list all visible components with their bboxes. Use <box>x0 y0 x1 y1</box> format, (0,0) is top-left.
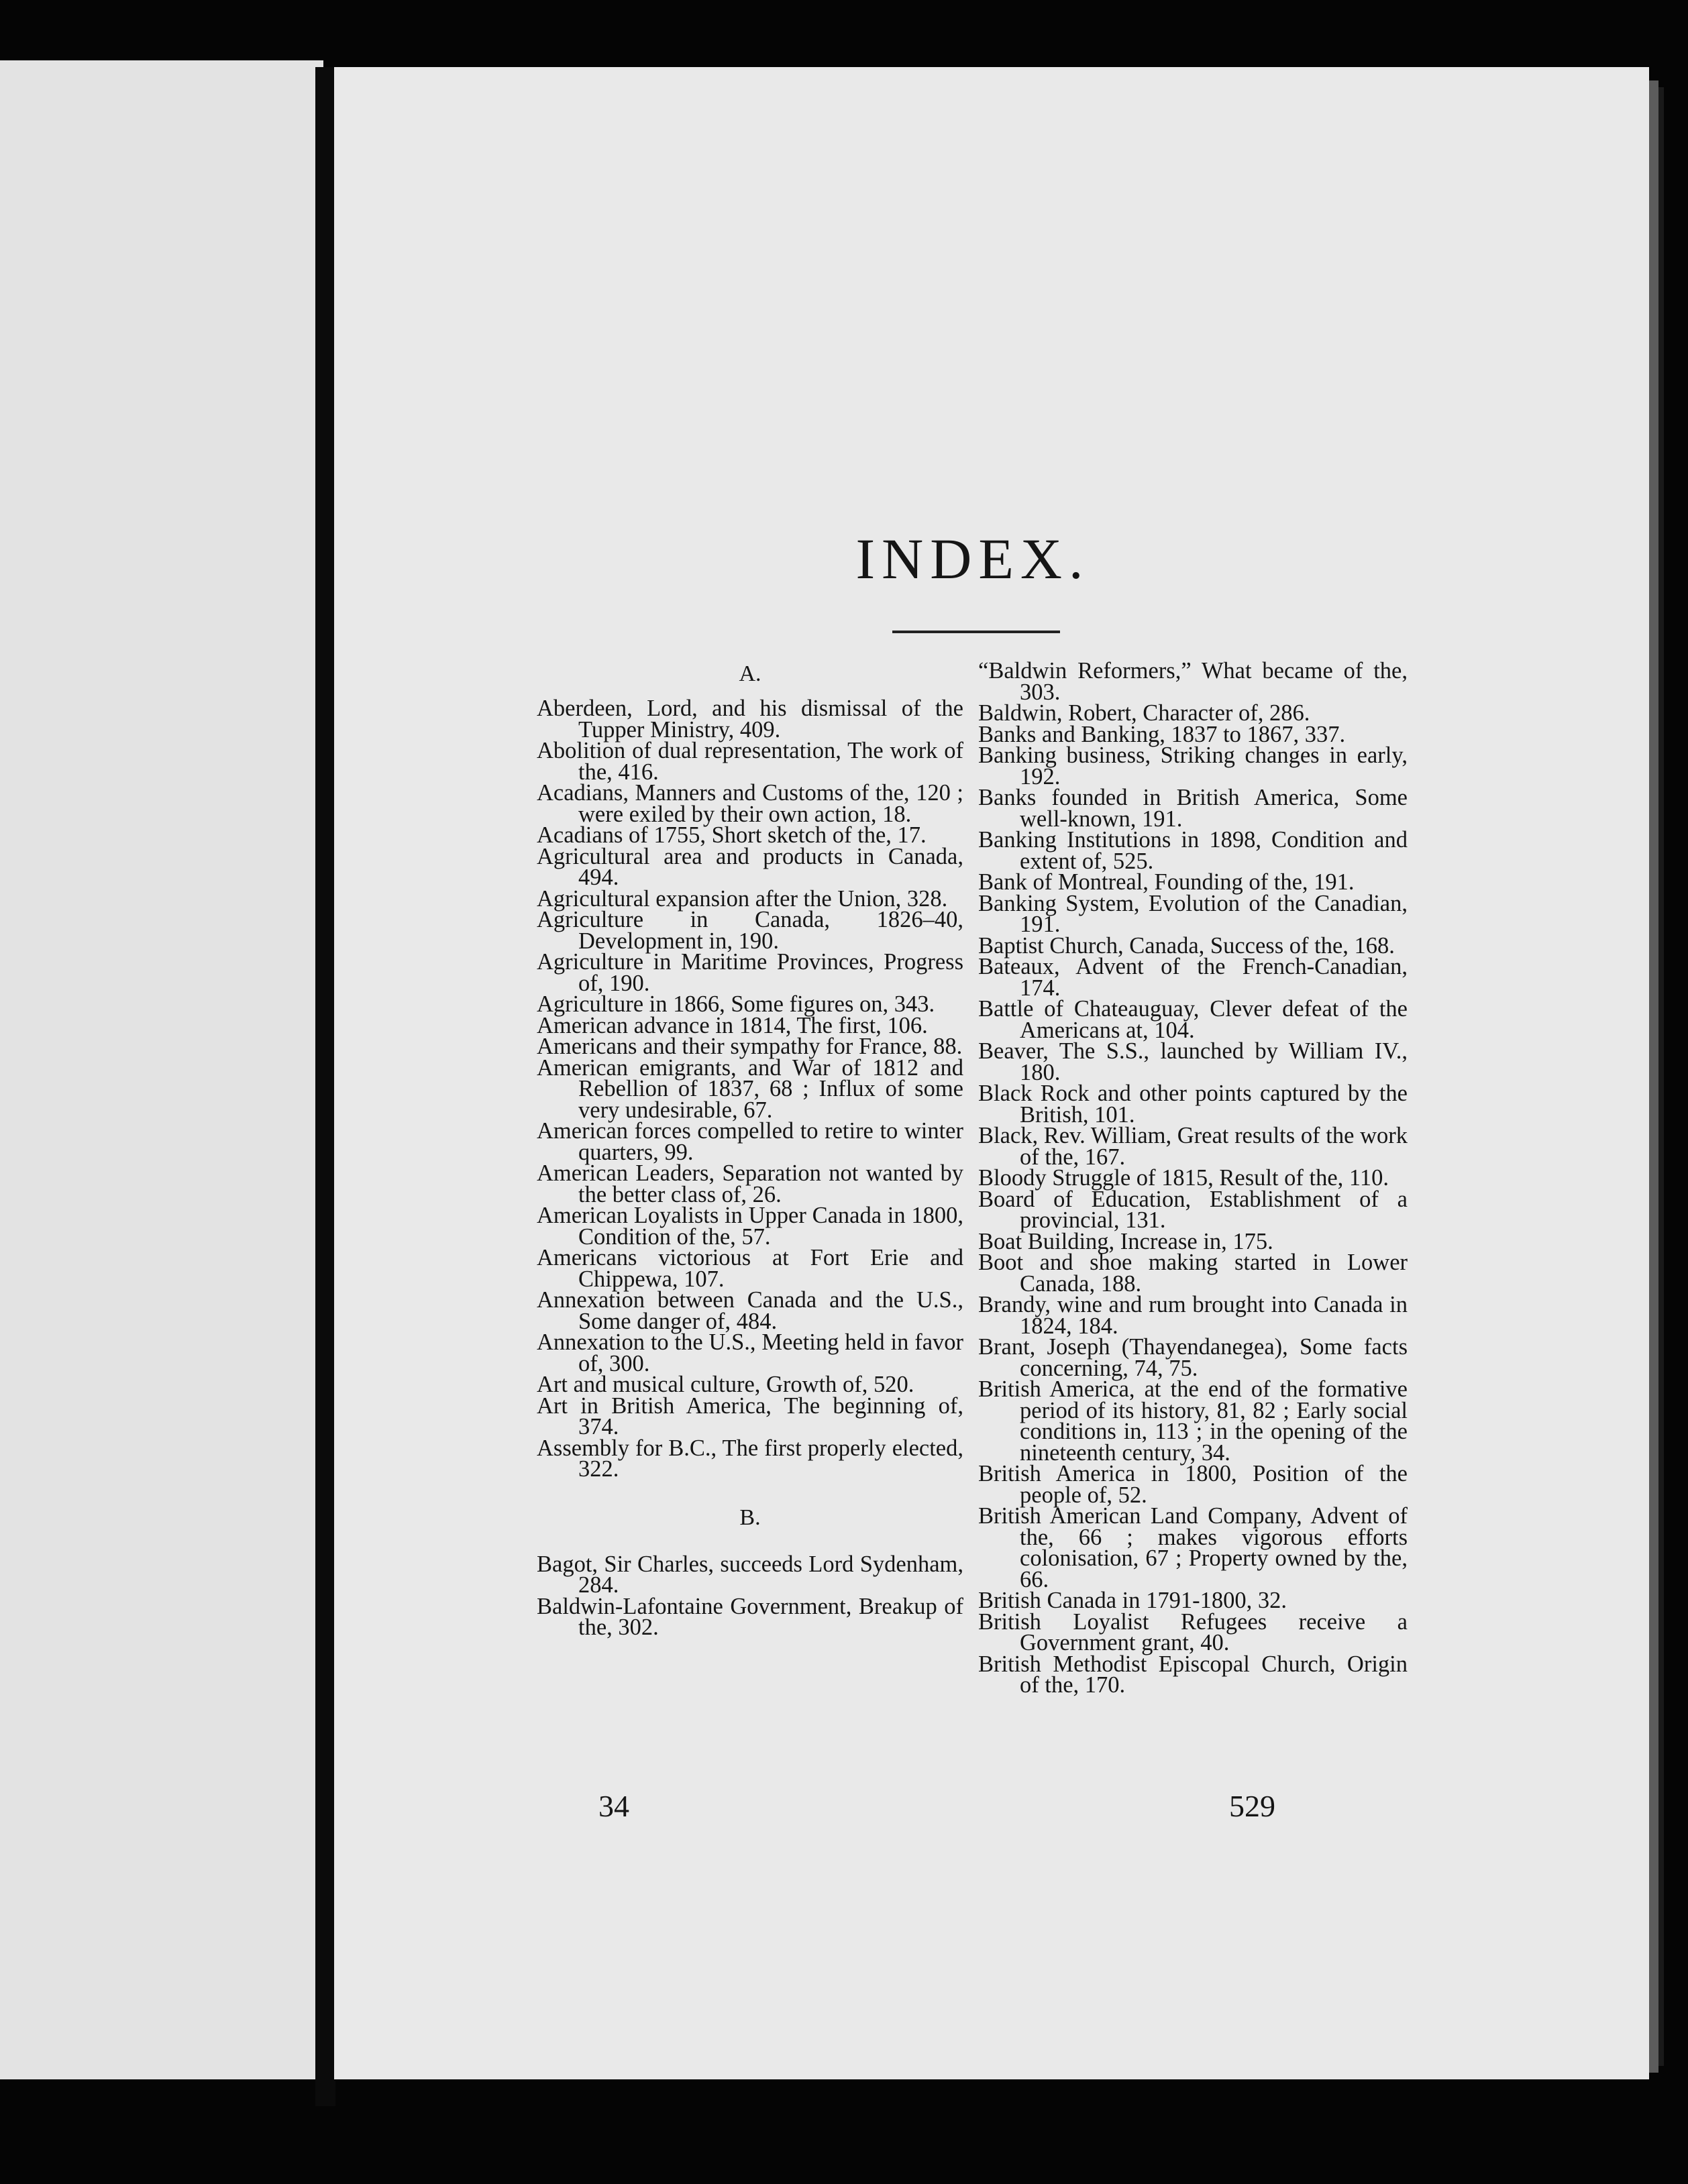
index-entry: British American Land Company, Advent of the, 66 ; makes vigorous efforts colonisation, 67 ; Property owned by the, 66. <box>978 1503 1408 1592</box>
index-entry: Americans victorious at Fort Erie and Chippewa, 107. <box>537 1245 963 1292</box>
page-edge <box>1649 80 1658 2073</box>
index-entry: Baldwin-Lafontaine Government, Breakup of the, 302. <box>537 1593 963 1640</box>
index-entry: Boot and shoe making started in Lower Canada, 188. <box>978 1250 1408 1297</box>
section-letter-b: B. <box>739 1505 761 1530</box>
signature-mark: 34 <box>598 1789 629 1823</box>
index-entry: Art in British America, The beginning of, 374. <box>537 1393 963 1439</box>
index-entry: Aberdeen, Lord, and his dismissal of the Tupper Ministry, 409. <box>537 696 963 743</box>
index-entry: Banking System, Evolution of the Canadian, 191. <box>978 890 1408 937</box>
index-entry: Black Rock and other points captured by the British, 101. <box>978 1081 1408 1128</box>
index-entry: Beaver, The S.S., launched by William IV., 180. <box>978 1038 1408 1085</box>
index-entry: Bank of Montreal, Founding of the, 191. <box>978 869 1355 895</box>
index-entry: British Loyalist Refugees receive a Government grant, 40. <box>978 1608 1408 1655</box>
index-entry: Banks founded in British America, Some well-known, 191. <box>978 785 1408 832</box>
title-rule <box>892 631 1060 633</box>
index-entry: British Canada in 1791-1800, 32. <box>978 1588 1287 1613</box>
index-entry: Bagot, Sir Charles, succeeds Lord Sydenham, 284. <box>537 1551 963 1598</box>
page-edge-shadow <box>1658 87 1664 2066</box>
index-entry: American Loyalists in Upper Canada in 1800, Condition of the, 57. <box>537 1203 963 1250</box>
index-entry: Brant, Joseph (Thayendanegea), Some facts concerning, 74, 75. <box>978 1334 1408 1381</box>
index-column-left <box>537 661 963 1639</box>
index-entry: Americans and their sympathy for France, 88. <box>537 1034 963 1059</box>
index-entry: Agricultural area and products in Canada, 494. <box>537 843 963 890</box>
index-entry: “Baldwin Reformers,” What became of the, 303. <box>978 658 1408 705</box>
index-column-right <box>978 658 1408 1698</box>
index-entry: Banking Institutions in 1898, Condition and extent of, 525. <box>978 827 1408 874</box>
index-entry: Bateaux, Advent of the French-Canadian, 174. <box>978 954 1408 1001</box>
index-entry: Boat Building, Increase in, 175. <box>978 1228 1273 1254</box>
facing-page <box>0 60 323 2079</box>
index-entry: Annexation between Canada and the U.S., Some danger of, 484. <box>537 1287 963 1334</box>
index-entry: Board of Education, Establishment of a provincial, 131. <box>978 1186 1408 1233</box>
index-entry: British Methodist Episcopal Church, Origin of the, 170. <box>978 1651 1408 1698</box>
index-entry: Black, Rev. William, Great results of the work of the, 167. <box>978 1123 1408 1170</box>
index-entry: American Leaders, Separation not wanted by the better class of, 26. <box>537 1160 963 1207</box>
index-entry: Agriculture in Canada, 1826–40, Development in, 190. <box>537 907 963 954</box>
index-entry: American advance in 1814, The first, 106. <box>537 1012 928 1038</box>
index-entry: Abolition of dual representation, The work of the, 416. <box>537 738 963 785</box>
index-entry: American forces compelled to retire to winter quarters, 99. <box>537 1118 963 1165</box>
page-number: 529 <box>1229 1789 1275 1823</box>
book-gutter <box>315 67 335 2106</box>
index-entry: Agriculture in 1866, Some figures on, 343. <box>537 991 935 1017</box>
index-entry: American emigrants, and War of 1812 and Rebellion of 1837, 68 ; Influx of some very undesirable, 67. <box>537 1054 963 1123</box>
index-entry: British America in 1800, Position of the people of, 52. <box>978 1461 1408 1508</box>
index-entry: Annexation to the U.S., Meeting held in favor of, 300. <box>537 1329 963 1376</box>
index-entry: Bloody Struggle of 1815, Result of the, 110. <box>978 1165 1389 1191</box>
index-entry: Battle of Chateauguay, Clever defeat of the Americans at, 104. <box>978 996 1408 1043</box>
index-entry: Agricultural expansion after the Union, 328. <box>537 885 948 912</box>
index-entry: Brandy, wine and rum brought into Canada in 1824, 184. <box>978 1292 1408 1339</box>
index-entry: British America, at the end of the formative period of its history, 81, 82 ; Early social conditions in, 113 ; in the opening of the nineteenth century, 34. <box>978 1376 1408 1466</box>
index-entry: Assembly for B.C., The first properly elected, 322. <box>537 1435 963 1482</box>
index-entry: Baptist Church, Canada, Success of the, 168. <box>978 932 1395 959</box>
index-entry: Acadians, Manners and Customs of the, 120 ; were exiled by their own action, 18. <box>537 780 963 827</box>
index-entry: Baldwin, Robert, Character of, 286. <box>978 700 1310 726</box>
page-title: INDEX. <box>855 527 1090 591</box>
index-entry: Acadians of 1755, Short sketch of the, 17. <box>537 822 927 848</box>
index-entry: Agriculture in Maritime Provinces, Progress of, 190. <box>537 949 963 996</box>
index-entry: Banking business, Striking changes in early, 192. <box>978 743 1408 789</box>
section-letter-a: A. <box>739 661 761 686</box>
index-entry: Banks and Banking, 1837 to 1867, 337. <box>978 721 1346 747</box>
index-entry: Art and musical culture, Growth of, 520. <box>537 1372 914 1397</box>
